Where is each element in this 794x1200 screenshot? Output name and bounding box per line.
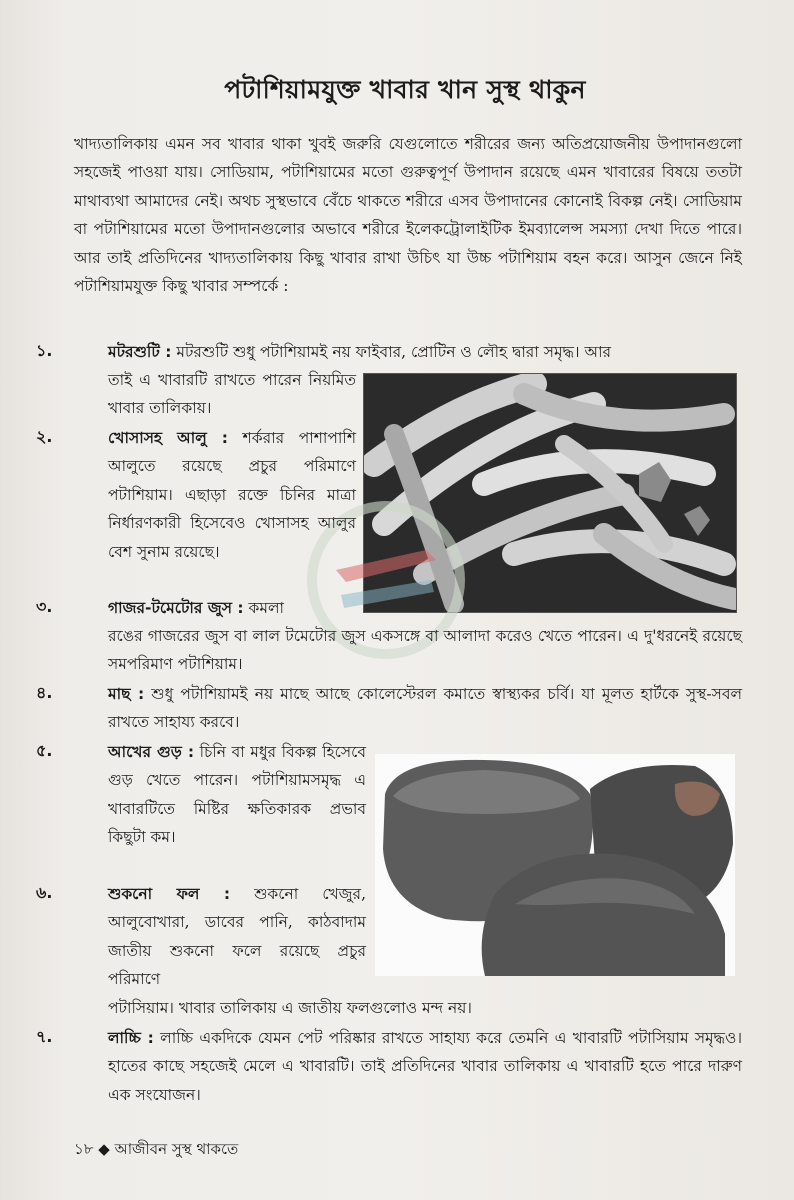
item-aloo xyxy=(108,424,356,566)
item-term: শুকনো ফল : xyxy=(108,885,231,903)
item-number: ১. xyxy=(36,341,53,360)
item-text: শর্করার পাশাপাশি আলুতে রয়েছে প্রচুর পরিমাণে পটাশিয়াম। এছাড়া রক্তে চিনির মাত্রা নির্ধারণকারী হিসেবেও খোসাসহ আলুর বেশ সুনাম রয়েছে। xyxy=(108,429,356,561)
item-term: লাচ্চি : xyxy=(108,1029,154,1047)
item-mutorshuti-cont: তাই এ খাবারটি রাখতে পারেন নিয়মিত খাবার তালিকায়। xyxy=(108,371,356,418)
item-text: কমলা xyxy=(248,599,284,617)
beans-photo xyxy=(363,373,737,613)
item-text: মটরশুটি শুধু পটাশিয়ামই নয় ফাইবার, প্রোটিন ও লৌহ দ্বারা সমৃদ্ধ। আর xyxy=(176,343,612,361)
item-dryfruit xyxy=(108,880,366,994)
item-mutorshuti xyxy=(108,338,742,366)
item-text: শুকনো খেজুর, আলুবোখারা, ডাবের পানি, কাঠবাদাম জাতীয় শুকনো ফলে রয়েছে প্রচুর পরিমাণে xyxy=(108,885,366,989)
item-number: ৭. xyxy=(36,1027,53,1046)
item-number: ৪. xyxy=(36,683,53,702)
item-juice xyxy=(108,594,358,622)
item-dryfruit-cont: পটাসিয়াম। খাবার তালিকায় এ জাতীয় ফলগুলোও মন্দ নয়। xyxy=(108,999,472,1017)
page-footer xyxy=(74,1138,238,1163)
item-number: ৫. xyxy=(36,741,53,760)
item-text: শুধু পটাশিয়ামই নয় মাছে আছে কোলেস্টেরল কমাতে স্বাস্থ্যকর চর্বি। যা মূলত হার্টকে সুস্থ-সবল রাখতে সাহায্য করবে। xyxy=(108,685,742,732)
diamond-icon: ◆ xyxy=(98,1140,115,1158)
item-term: মাছ : xyxy=(108,685,145,703)
item-term: মটরশুটি : xyxy=(108,343,172,361)
item-juice-cont: রঙের গাজরের জুস বা লাল টমেটোর জুস একসঙ্গে বা আলাদা করেও খেতে পারেন। এ দু'ধরনেই রয়েছে সমপরিমাণ পটাশিয়াম। xyxy=(108,627,742,674)
page-title: পটাশিয়ামযুক্ত খাবার খান সুস্থ থাকুন xyxy=(224,75,586,104)
item-number: ২. xyxy=(36,427,53,446)
item-number: ৬. xyxy=(36,883,53,902)
book-title: আজীবন সুস্থ থাকতে xyxy=(114,1140,239,1158)
item-fish xyxy=(108,680,742,737)
item-text: চিনি বা মধুর বিকল্প হিসেবে গুড় খেতে পারেন। পটাশিয়ামসমৃদ্ধ এ খাবারটিতে মিষ্টির ক্ষতিকারক প্রভাব কিছুটা কম। xyxy=(108,743,366,847)
item-lassi xyxy=(108,1024,742,1109)
item-term: খোসাসহ আলু : xyxy=(108,429,228,447)
item-term: গাজর-টমেটোর জুস : xyxy=(108,599,244,617)
item-term: আখের গুড় : xyxy=(108,743,195,761)
item-text: লাচ্চি একদিকে যেমন পেট পরিষ্কার রাখতে সাহায্য করে তেমনি এ খাবারটি পটাসিয়াম সমৃদ্ধও। হাতের কাছে সহজেই মেলে এ খাবারটি। তাই প্রতিদিনের খাবার তালিকায় এ খাবারটি হতে পারে দারুণ এক সংযোজন। xyxy=(108,1029,742,1104)
item-number: ৩. xyxy=(36,597,53,616)
item-gur xyxy=(108,738,366,852)
intro-paragraph: খাদ্যতালিকায় এমন সব খাবার থাকা খুবই জরুরি যেগুলোতে শরীরের জন্য অতিপ্রয়োজনীয় উপাদানগুলো সহজেই পাওয়া যায়। সোডিয়াম, পটাশিয়ামের মতো গুরুত্বপূর্ণ উপাদান রয়েছে এমন খাবারের বিষয়ে ততটা মাথাব্যথা আমাদের নেই। অথচ সুস্থভাবে বেঁচে থাকতে শরীরে এসব উপাদানের কোনোই বিকল্প নেই। সোডিয়াম বা পটাশিয়ামের মতো উপাদানগুলোর অভাবে শরীরে ইলেকট্রোলাইটিক ইমব্যালেন্স সমস্যা দেখা দিতে পারে। আর তাই প্রতিদিনের খাদ্যতালিকায় কিছু খাবার রাখা উচিৎ যা উচ্চ পটাশিয়াম বহন করে। আসুন জেনে নিই পটাশিয়ামযুক্ত কিছু খাবার সম্পর্কে : xyxy=(74,135,742,296)
sapota-photo xyxy=(375,754,735,976)
page-number: ১৮ xyxy=(74,1140,94,1158)
